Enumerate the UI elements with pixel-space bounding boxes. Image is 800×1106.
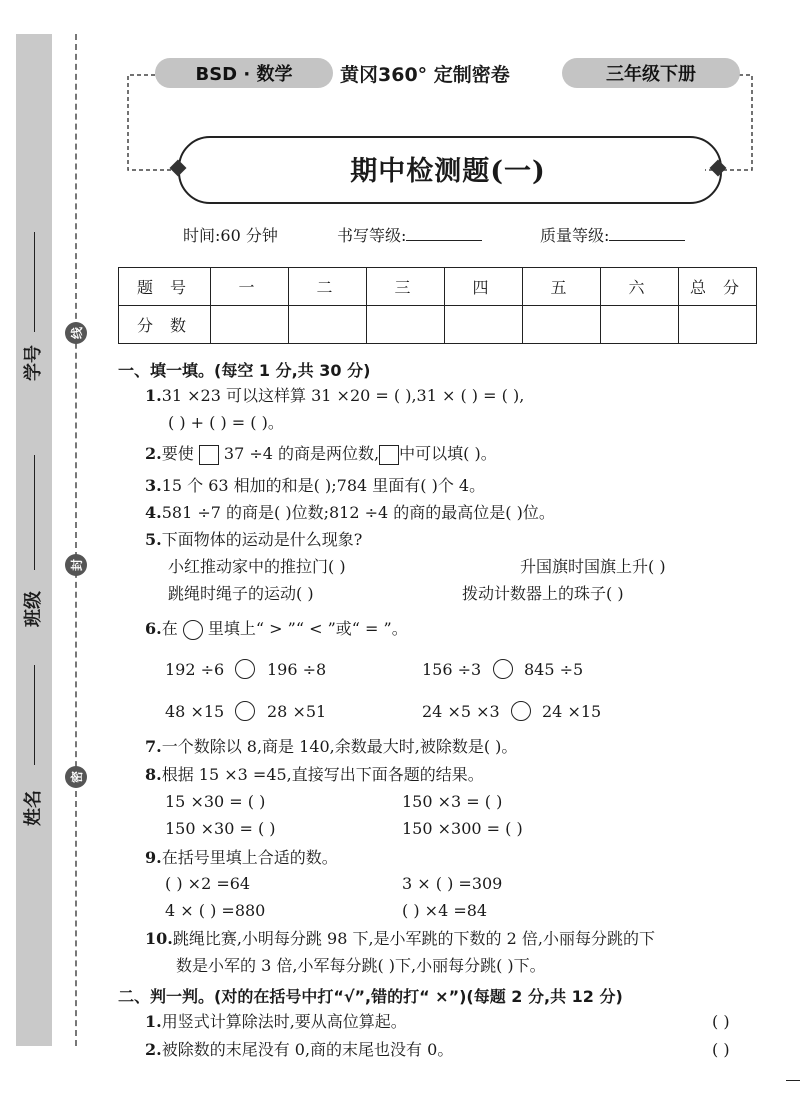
question-8-b: 150 ×3 = ( ) [402,792,503,811]
question-text: 在 [161,619,178,638]
question-text: 31 ×23 可以这样算 31 ×20 = ( ),31 × ( ) = ( ), [161,386,525,405]
question-number: 1. [145,386,162,405]
table-header-cell: 五 [523,268,601,306]
seal-line-mark: 线 [65,322,87,344]
page-corner-mark [786,1080,800,1081]
name-label: 姓名 [23,790,44,826]
seal-seal-mark: 封 [65,554,87,576]
question-9-c: 4 × ( ) =880 [165,901,266,920]
table-header-cell: 六 [601,268,679,306]
grade-pill: 三年级下册 [562,58,740,88]
page-title: 期中检测题(一) [350,155,546,187]
score-cell[interactable] [523,306,601,344]
class-line [34,455,35,570]
student-id-label: 学号 [23,345,44,381]
question-text: 跳绳比赛,小明每分跳 98 下,是小军跳的下数的 2 倍,小丽每分跳的下 [172,929,655,948]
question-text: 要使 [161,444,194,463]
compare-circle[interactable] [235,659,255,679]
blank-square-icon[interactable] [199,445,219,465]
compare-3-right: 28 ×51 [267,702,327,721]
writing-grade [337,223,482,246]
judge-2-answer[interactable]: ( ) [712,1040,730,1059]
question-5 [145,530,362,550]
compare-3-left: 48 ×15 [165,702,225,721]
question-text: 37 ÷4 的商是两位数, [223,444,380,463]
table-header-cell: 总 分 [679,268,757,306]
circle-icon [183,620,203,640]
question-text: 被除数的末尾没有 0,商的末尾也没有 0。 [161,1040,454,1059]
question-8-a: 15 ×30 = ( ) [165,792,266,811]
brand-title: 黄冈360° 定制密卷 [340,64,510,86]
table-row [119,268,757,306]
score-cell[interactable] [445,306,523,344]
question-10-cont: 数是小军的 3 倍,小军每分跳( )下,小丽每分跳( )下。 [176,956,546,975]
question-number: 3. [145,476,162,495]
compare-circle[interactable] [511,701,531,721]
question-number: 8. [145,765,162,784]
table-header-cell: 二 [289,268,367,306]
question-text: 一个数除以 8,商是 140,余数最大时,被除数是( )。 [161,737,518,756]
compare-2-left: 156 ÷3 [422,660,482,679]
score-cell[interactable] [367,306,445,344]
writing-grade-blank[interactable] [406,226,482,241]
question-number: 10. [145,929,173,948]
table-header-cell: 一 [211,268,289,306]
question-6 [145,619,408,640]
compare-1-right: 196 ÷8 [267,660,327,679]
question-8-c: 150 ×30 = ( ) [165,819,276,838]
question-5-d: 拨动计数器上的珠子( ) [462,584,624,603]
question-5-c: 跳绳时绳子的运动( ) [168,584,314,603]
question-number: 7. [145,737,162,756]
compare-circle[interactable] [493,659,513,679]
seal-secret-mark: 密 [65,766,87,788]
question-3 [145,476,485,496]
time-limit: 时间:60 分钟 [183,226,278,245]
question-text: 在括号里填上合适的数。 [161,848,338,867]
question-8 [145,765,484,785]
question-number: 4. [145,503,162,522]
question-1 [145,386,524,406]
table-header-cell: 四 [445,268,523,306]
judge-2 [145,1040,453,1060]
question-9-b: 3 × ( ) =309 [402,874,503,893]
question-8-d: 150 ×300 = ( ) [402,819,523,838]
question-10 [145,929,655,949]
question-9-d: ( ) ×4 =84 [402,901,488,920]
score-table [118,267,757,344]
question-number: 2. [145,444,162,463]
judge-1-answer[interactable]: ( ) [712,1012,730,1031]
blank-square-icon[interactable] [379,445,399,465]
compare-2-right: 845 ÷5 [524,660,584,679]
question-1-cont: ( ) + ( ) = ( )。 [168,413,284,432]
quality-grade-blank[interactable] [609,226,685,241]
question-5-b: 升国旗时国旗上升( ) [520,557,666,576]
question-text: 581 ÷7 的商是( )位数;812 ÷4 的商的最高位是( )位。 [161,503,555,522]
section-2-title: 二、判一判。(对的在括号中打“√”,错的打“ ×”)(每题 2 分,共 12 分) [118,987,623,1006]
score-cell[interactable] [679,306,757,344]
question-5-a: 小红推动家中的推拉门( ) [168,557,346,576]
score-cell[interactable] [601,306,679,344]
question-4 [145,503,555,523]
subject-pill: BSD · 数学 [155,58,333,88]
compare-1-left: 192 ÷6 [165,660,225,679]
table-row-label: 分 数 [119,306,211,344]
quality-grade-label: 质量等级: [540,226,610,245]
score-cell[interactable] [289,306,367,344]
compare-4-right: 24 ×15 [542,702,602,721]
student-id-line [34,232,35,332]
section-1-title: 一、填一填。(每空 1 分,共 30 分) [118,361,371,380]
table-row [119,306,757,344]
question-text: 用竖式计算除法时,要从高位算起。 [161,1012,407,1031]
question-7 [145,737,517,757]
question-2 [145,444,497,465]
question-number: 5. [145,530,162,549]
question-text: 15 个 63 相加的和是( );784 里面有( )个 4。 [161,476,486,495]
table-header-cell: 三 [367,268,445,306]
table-header-cell: 题 号 [119,268,211,306]
cut-line [75,34,77,1046]
score-cell[interactable] [211,306,289,344]
question-number: 6. [145,619,162,638]
question-text: 下面物体的运动是什么现象? [161,530,363,549]
question-text: 里填上“ > ”“ < ”或“ = ”。 [207,619,408,638]
compare-circle[interactable] [235,701,255,721]
question-number: 2. [145,1040,162,1059]
question-9-a: ( ) ×2 =64 [165,874,251,893]
name-line [34,665,35,765]
judge-1 [145,1012,407,1032]
question-text: 根据 15 ×3 =45,直接写出下面各题的结果。 [161,765,484,784]
class-label: 班级 [23,591,44,627]
compare-4-left: 24 ×5 ×3 [422,702,500,721]
question-9 [145,848,338,868]
question-text: 中可以填( )。 [399,444,497,463]
quality-grade [540,223,685,246]
question-number: 9. [145,848,162,867]
question-number: 1. [145,1012,162,1031]
writing-grade-label: 书写等级: [337,226,407,245]
